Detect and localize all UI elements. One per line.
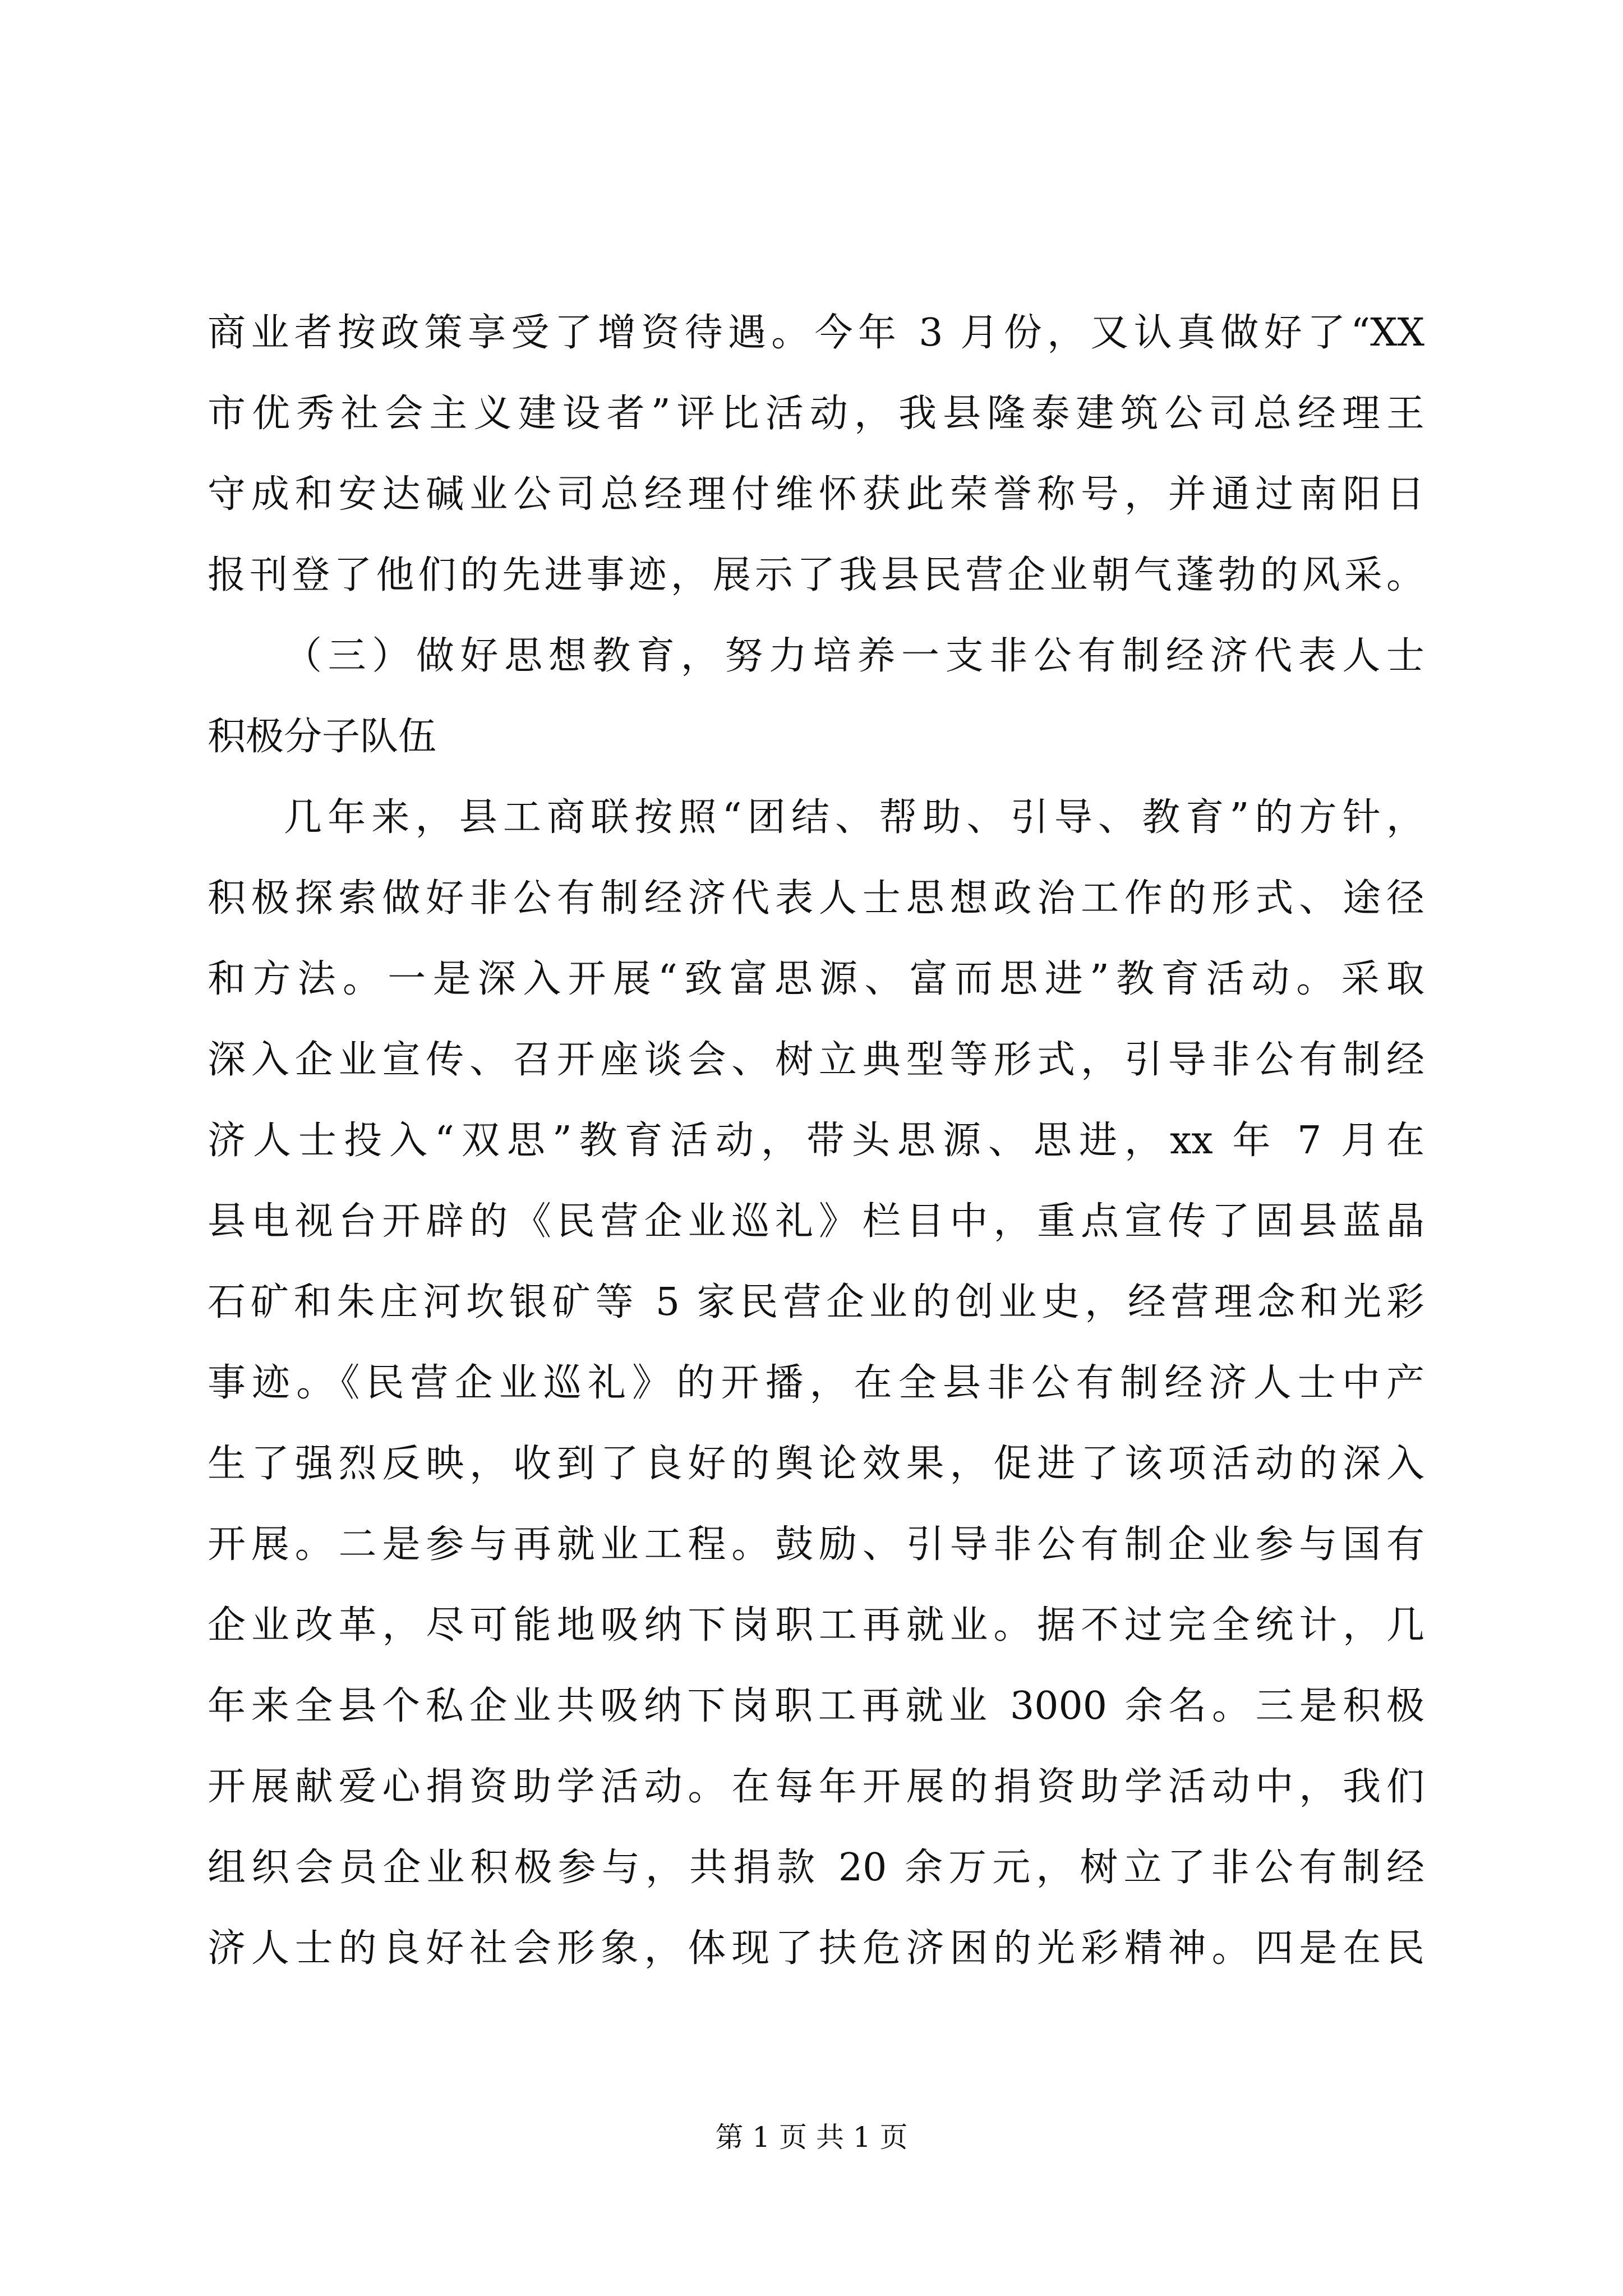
text-line-10: 深入企业宣传、召开座谈会、树立典型等形式，引导非公有制经 xyxy=(208,1038,1424,1082)
text-line-21: 济人士的良好社会形象，体现了扶危济困的光彩精神。四是在民 xyxy=(208,1926,1424,1971)
section-heading-line-2: 积极分子队伍 xyxy=(208,715,437,759)
text-line-9: 和方法。一是深入开展“致富思源、富而思进”教育活动。采取 xyxy=(208,957,1424,1001)
text-line-14: 事迹。《民营企业巡礼》的开播，在全县非公有制经济人士中产 xyxy=(208,1361,1424,1405)
text-line-1: 商业者按政策享受了增资待遇。今年 3 月份，又认真做好了“XX xyxy=(208,311,1424,355)
text-line-19: 开展献爱心捐资助学活动。在每年开展的捐资助学活动中，我们 xyxy=(208,1765,1424,1809)
text-line-3: 守成和安达碱业公司总经理付维怀获此荣誉称号，并通过南阳日 xyxy=(208,472,1424,517)
text-line-12: 县电视台开辟的《民营企业巡礼》栏目中，重点宣传了固县蓝晶 xyxy=(208,1199,1424,1244)
text-line-17: 企业改革，尽可能地吸纳下岗职工再就业。据不过完全统计，几 xyxy=(208,1603,1424,1648)
text-line-18: 年来全县个私企业共吸纳下岗职工再就业 3000 余名。三是积极 xyxy=(208,1684,1424,1728)
text-line-15: 生了强烈反映，收到了良好的舆论效果，促进了该项活动的深入 xyxy=(208,1442,1424,1486)
text-line-7: 几年来，县工商联按照“团结、帮助、引导、教育”的方针， xyxy=(284,795,1424,840)
section-heading-line-1: （三）做好思想教育，努力培养一支非公有制经济代表人士 xyxy=(284,634,1424,678)
text-line-11: 济人士投入“双思”教育活动，带头思源、思进，xx 年 7 月在 xyxy=(208,1119,1424,1163)
text-line-13: 石矿和朱庄河坎银矿等 5 家民营企业的创业史，经营理念和光彩 xyxy=(208,1280,1424,1324)
page-footer: 第 1 页 共 1 页 xyxy=(715,2121,908,2154)
text-line-2: 市优秀社会主义建设者”评比活动，我县隆泰建筑公司总经理王 xyxy=(208,392,1424,436)
body-text xyxy=(208,293,1424,1989)
text-line-20: 组织会员企业积极参与，共捐款 20 余万元，树立了非公有制经 xyxy=(208,1846,1424,1890)
text-line-8: 积极探索做好非公有制经济代表人士思想政治工作的形式、途径 xyxy=(208,876,1424,921)
text-line-16: 开展。二是参与再就业工程。鼓励、引导非公有制企业参与国有 xyxy=(208,1522,1424,1567)
text-line-4: 报刊登了他们的先进事迹，展示了我县民营企业朝气蓬勃的风采。 xyxy=(208,553,1424,597)
